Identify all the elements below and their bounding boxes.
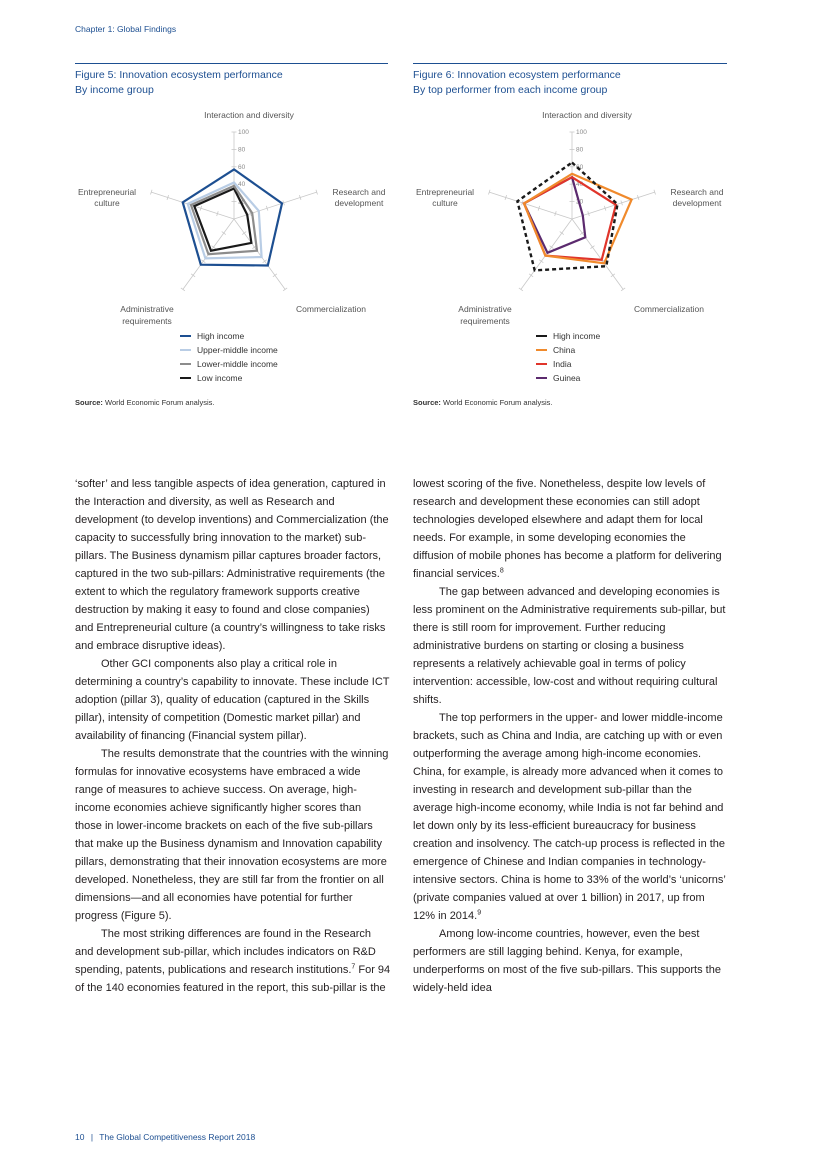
figure5-rule — [75, 63, 388, 64]
radar-tick-label: 100 — [238, 129, 249, 136]
radar-tick-mark — [222, 232, 226, 235]
axis-label-entrepreneurial-1: Entrepreneurial — [415, 187, 475, 197]
paragraph: Among low-income countries, however, even the best performers are still lagging behind. Kenya, for example, underperforms on most of the five sub-pillars. This supports the widely-held idea — [413, 928, 721, 994]
paragraph — [75, 925, 391, 997]
radar-tick-mark — [529, 274, 533, 277]
axis-label-entrepreneurial-2: culture — [94, 198, 120, 208]
legend-item-high-income — [536, 329, 600, 343]
paragraph-text: lowest scoring of the five. Nonetheless, despite low levels of research and development these economies can still adopt technologies developed elsewhere and adapt them for local needs. For example, in some developing economies the diffusion of mobile phones has become a platform for delivering financial services. — [413, 478, 722, 580]
axis-label-administrative-1: Administrative — [120, 304, 174, 314]
legend-item-guinea — [536, 371, 600, 385]
axis-label-commercialization: Commercialization — [634, 304, 704, 314]
axis-label-interaction: Interaction and diversity — [204, 110, 294, 120]
radar-tick-label: 80 — [576, 146, 584, 154]
legend-swatch — [536, 349, 547, 351]
legend-item-china — [536, 343, 600, 357]
legend-swatch — [180, 377, 191, 379]
figure5-title: Figure 5: Innovation ecosystem performance — [75, 69, 283, 81]
figure5-subtitle: By income group — [75, 84, 154, 96]
axis-label-administrative-2: requirements — [122, 316, 172, 326]
legend-swatch — [536, 377, 547, 379]
radar-tick-mark — [550, 246, 554, 249]
figure6-source — [413, 398, 553, 407]
radar-axis-line — [521, 219, 572, 289]
footnote-ref: 8 — [499, 567, 504, 575]
figure6-legend — [536, 329, 600, 385]
legend-swatch — [180, 349, 191, 351]
legend-item-lower-middle-income — [180, 357, 278, 371]
legend-label: Upper-middle income — [197, 345, 278, 355]
paragraph: The results demonstrate that the countries with the winning formulas for innovative ecosystems have embraced a wide range of measures to achieve success. On average, high-income economies achieve significantly higher scores than those in lower-income brackets on each of the five sub-pillars that make up the Business dynamism and Innovation capability pillars, demonstrating that their innovation ecosystems are more developed. Nonetheless, they are still far from the frontier on all dimensions—and all economies have potential for further progress (Figure 5). — [75, 748, 389, 922]
radar-tick-mark — [560, 232, 564, 235]
radar-tick-mark — [212, 246, 216, 249]
axis-label-research-2: development — [672, 198, 722, 208]
radar-tick-mark — [519, 288, 523, 291]
legend-swatch — [180, 363, 191, 365]
radar-tick-mark — [242, 232, 246, 235]
figure6-rule — [413, 63, 727, 64]
body-right-column — [413, 475, 729, 997]
axis-label-interaction: Interaction and diversity — [542, 110, 632, 120]
figure6-subtitle: By top performer from each income group — [413, 84, 608, 96]
paragraph: Other GCI components also play a critical role in determining a country’s capability to innovate. These include ICT adoption (pillar 3), quality of education (captured in the Skills pillar), intensity of competition (Domestic market pillar) and availability of financing (Financial system pillar). — [75, 658, 390, 742]
radar-tick-label: 80 — [238, 146, 246, 154]
legend-swatch — [536, 335, 547, 337]
radar-tick-label: 60 — [576, 163, 584, 171]
radar-axis-line — [572, 219, 623, 289]
source-label: Source: — [413, 398, 441, 407]
source-text: World Economic Forum analysis. — [105, 398, 215, 407]
paragraph: The gap between advanced and developing economies is less prominent on the Administrative requirements sub-pillar, but there is still room for improvement. Further reducing administrative burdens on starting or closing a business represents a relatively achievable goal in terms of policy intervention: accessible, low-cost and without requiring cultural shifts. — [413, 586, 726, 706]
paragraph-text: For 94 of the 140 economies featured in the report, this sub-pillar is the — [75, 964, 391, 994]
radar-tick-label: 100 — [576, 129, 587, 136]
radar-tick-label: 60 — [238, 163, 246, 171]
radar-tick-label: 20 — [238, 198, 246, 206]
radar-tick-mark — [201, 260, 205, 263]
radar-tick-label: 20 — [576, 198, 584, 206]
legend-item-upper-middle-income — [180, 343, 278, 357]
radar-tick-mark — [191, 274, 195, 277]
figure6-title: Figure 6: Innovation ecosystem performance — [413, 69, 621, 81]
legend-label: High income — [553, 331, 601, 341]
figure5-source — [75, 398, 215, 407]
source-text: World Economic Forum analysis. — [443, 398, 553, 407]
legend-item-low-income — [180, 371, 278, 385]
figure6-radar-chart — [411, 108, 728, 326]
legend-label: Guinea — [553, 373, 581, 383]
page-footer — [75, 1132, 255, 1142]
legend-swatch — [536, 363, 547, 365]
radar-tick-mark — [181, 288, 185, 291]
source-label: Source: — [75, 398, 103, 407]
legend-label: Low income — [197, 373, 243, 383]
radar-tick-label: 40 — [576, 181, 584, 189]
radar-tick-mark — [539, 260, 543, 263]
paragraph-text: The top performers in the upper- and lower middle-income brackets, such as China and India, are catching up with or even outperforming the average among high-income economies. China, for example, is already more advanced when it comes to investing in research and development sub-pillar than the average high-income economy, while India is not far behind and let down only by its less-efficient bureaucracy for business creation and insolvency. The catch-up process is reflected in the emergence of Chinese and Indian companies in technology-intensive sectors. China is home to 33% of the world’s ‘unicorns’ (private companies valued at over 1 billion) in 2017, up from 12% in 2014. — [413, 712, 726, 922]
footnote-ref: 7 — [351, 963, 356, 971]
legend-item-high-income — [180, 329, 278, 343]
paragraph-text: The most striking differences are found in the Research and development sub-pillar, which includes indicators on R&D spending, patents, publications and research institutions. — [75, 928, 376, 976]
figure6-title-block — [413, 68, 621, 98]
figure5-radar-chart — [73, 108, 390, 326]
axis-label-research-1: Research and — [670, 187, 724, 197]
figure5-title-block — [75, 68, 283, 98]
axis-label-entrepreneurial-1: Entrepreneurial — [77, 187, 137, 197]
radar-tick-mark — [283, 288, 287, 291]
legend-label: China — [553, 345, 576, 355]
legend-label: High income — [197, 331, 245, 341]
page-number: 10 — [75, 1132, 85, 1142]
axis-label-administrative-1: Administrative — [458, 304, 512, 314]
radar-tick-mark — [263, 260, 267, 263]
legend-item-india — [536, 357, 600, 371]
legend-label: Lower-middle income — [197, 359, 278, 369]
radar-tick-mark — [611, 274, 615, 277]
legend-swatch — [180, 335, 191, 337]
radar-tick-mark — [590, 246, 594, 249]
axis-label-administrative-2: requirements — [460, 316, 510, 326]
radar-tick-mark — [273, 274, 277, 277]
radar-tick-label: 40 — [238, 181, 246, 189]
radar-tick-mark — [621, 288, 625, 291]
paragraph — [413, 475, 729, 583]
footer-separator: | — [90, 1132, 94, 1142]
legend-label: India — [553, 359, 572, 369]
axis-label-commercialization: Commercialization — [296, 304, 366, 314]
chapter-header: Chapter 1: Global Findings — [75, 24, 177, 34]
report-title: The Global Competitiveness Report 2018 — [99, 1132, 256, 1142]
body-left-column — [75, 475, 391, 997]
paragraph — [413, 709, 729, 925]
axis-label-research-2: development — [334, 198, 384, 208]
axis-label-research-1: Research and — [332, 187, 386, 197]
paragraph: ‘softer’ and less tangible aspects of idea generation, captured in the Interaction and diversity, as well as Research and development (to develop inventions) and Commercialization (the capacity to successfully bring innovation to the market) sub-pillars. The Business dynamism pillar captures broader factors, captured in the two sub-pillars: Administrative requirements (the extent to which the regulatory framework supports creative destruction by making it easy to found and close companies) and Entrepreneurial culture (a country’s willingness to take risks and embrace disruptive ideas). — [75, 478, 389, 652]
footnote-ref: 9 — [477, 909, 482, 917]
axis-label-entrepreneurial-2: culture — [432, 198, 458, 208]
figure5-legend — [180, 329, 278, 385]
